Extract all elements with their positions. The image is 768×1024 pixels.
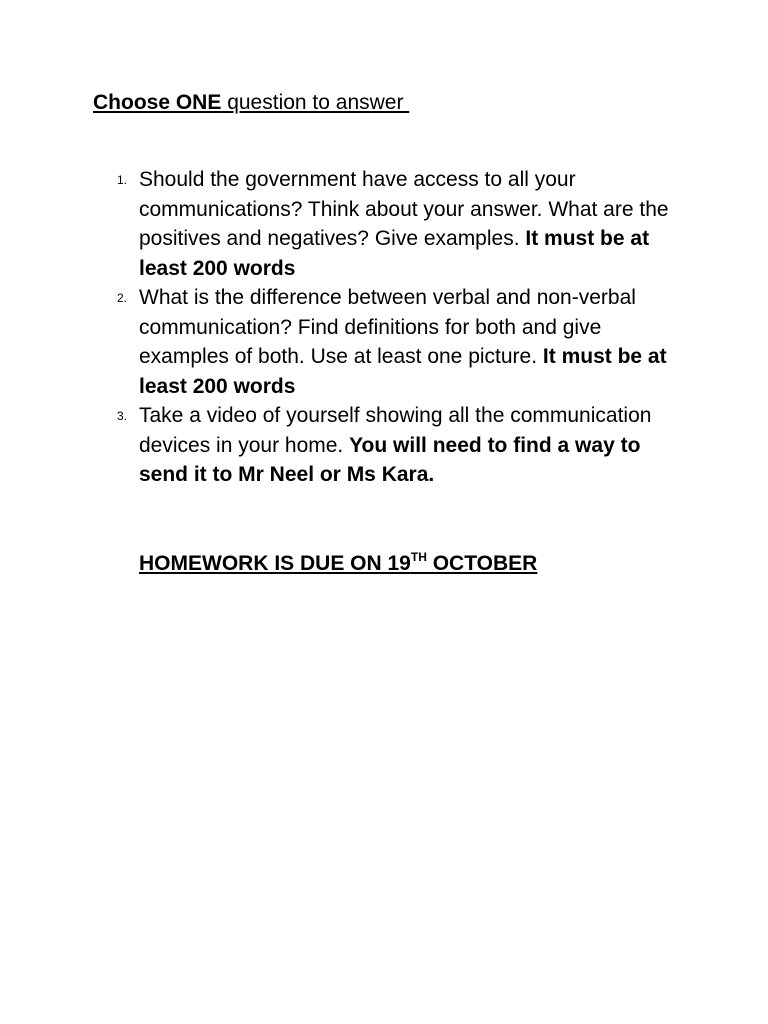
due-date-ordinal: TH — [410, 550, 427, 564]
question-number: 1. — [117, 173, 128, 187]
instruction-heading-rest: question to answer — [221, 91, 410, 114]
due-date-text: HOMEWORK IS DUE ON 19 — [139, 552, 411, 575]
question-requirement: It must be at least 200 words — [139, 227, 650, 280]
question-requirement: It must be at least 200 words — [139, 345, 667, 398]
due-date-month: OCTOBER — [426, 552, 538, 575]
instruction-heading — [93, 88, 409, 118]
question-requirement: You will need to find a way to send it to Mr Neel or Ms Kara. — [139, 433, 641, 486]
question-text: Take a video of yourself showing all the communication devices in your home. — [139, 404, 652, 457]
question-text: Should the government have access to all your communications? Think about your answer. What are the positives and negatives? Give examples. — [139, 168, 669, 250]
due-date-notice — [139, 549, 537, 579]
question-item-2 — [117, 283, 677, 401]
question-number: 2. — [117, 291, 128, 305]
question-item-3 — [117, 401, 677, 490]
question-item-1 — [117, 165, 677, 283]
instruction-heading-bold: Choose ONE — [93, 91, 222, 114]
question-number: 3. — [117, 409, 128, 423]
question-text: What is the difference between verbal and non-verbal communication? Find definitions for both and give examples of both. Use at least one picture. — [139, 286, 636, 368]
question-list — [117, 165, 677, 490]
